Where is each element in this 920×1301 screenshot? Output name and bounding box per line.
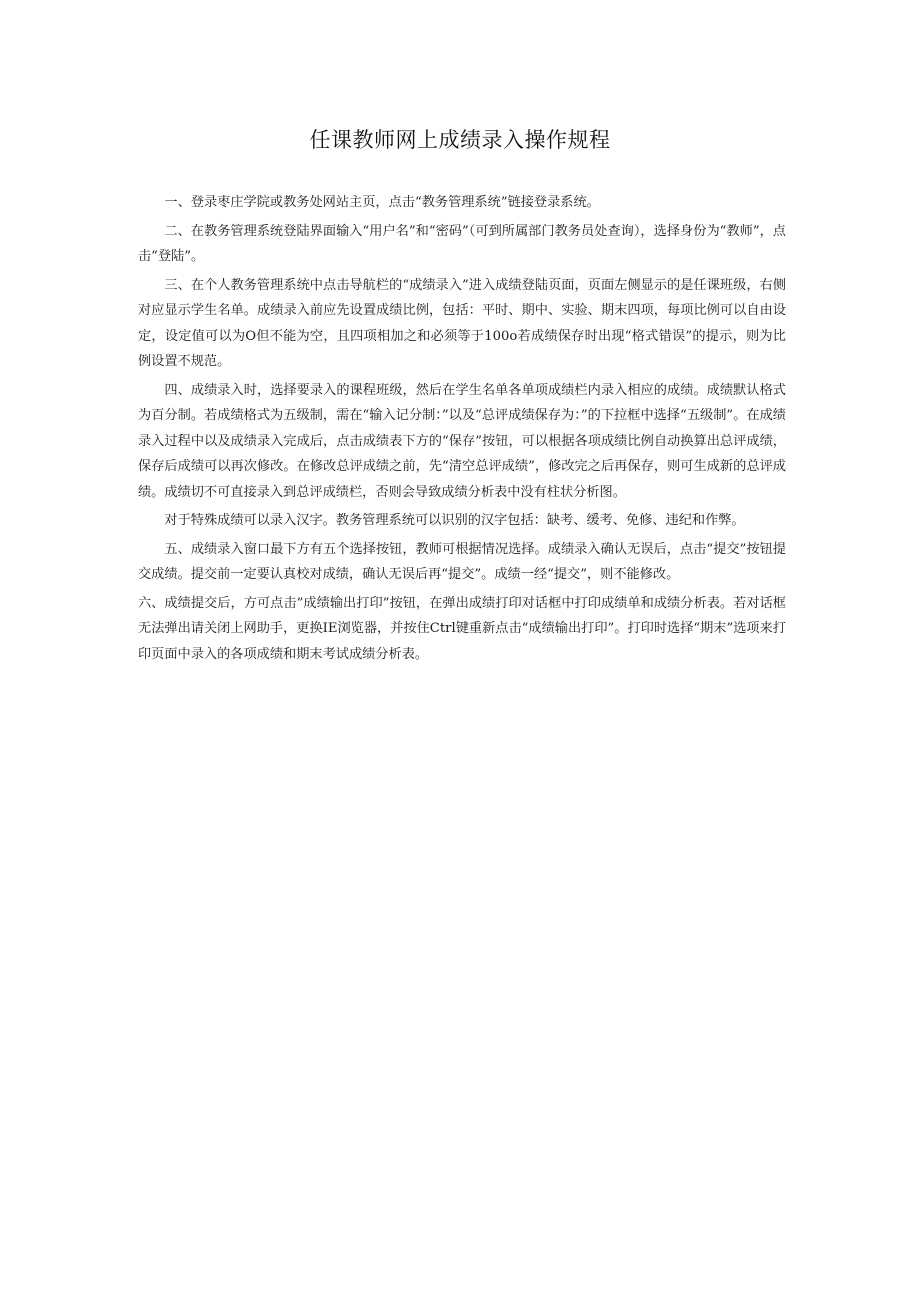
paragraph-step-3: 三、在个人教务管理系统中点击导航栏的“成绩录入”进入成绩登陆页面，页面左侧显示的是任课班级，右侧对应显示学生名单。成绩录入前应先设置成绩比例，包括：平时、期中、实验、期末四项，每项比例可以自由设定，设定值可以为O但不能为空，且四项相加之和必须等于100o若成绩保存时出现“格式错误”的提示，则为比例设置不规范。 <box>138 277 786 369</box>
paragraph-step-5: 五、成绩录入窗口最下方有五个选择按钮，教师可根据情况选择。成绩录入确认无误后，点击“提交”按钮提交成绩。提交前一定要认真校对成绩，确认无误后再“提交”。成绩一经“提交”，则不能修改。 <box>138 541 786 582</box>
paragraph-step-2: 二、在教务管理系统登陆界面输入“用户名”和“密码”（可到所属部门教务员处查询），选择身份为“教师”，点击“登陆”。 <box>138 223 786 264</box>
paragraph-special-scores: 对于特殊成绩可以录入汉字。教务管理系统可以识别的汉字包括：缺考、缓考、免修、违纪和作弊。 <box>164 513 745 528</box>
paragraph-step-6: 六、成绩提交后，方可点击”成绩输出打印”按钮，在弹出成绩打印对话框中打印成绩单和成绩分析表。若对话框无法弹出请关闭上网助手，更换IE浏览器，并按住Ctrl键重新点击“成绩输出打印”。打印时选择“期末”选项来打印页面中录入的各项成绩和期末考试成绩分析表。 <box>138 595 786 662</box>
paragraph-step-4: 四、成绩录入时，选择要录入的课程班级，然后在学生名单各单项成绩栏内录入相应的成绩。成绩默认格式为百分制。若成绩格式为五级制，需在“输入记分制：”以及“总评成绩保存为：”的下拉框中选择“五级制”。在成绩录入过程中以及成绩录入完成后，点击成绩表下方的“保存”按钮，可以根据各项成绩比例自动换算出总评成绩，保存后成绩可以再次修改。在修改总评成绩之前，先“清空总评成绩”，修改完之后再保存，则可生成新的总评成绩。成绩切不可直接录入到总评成绩栏，否则会导致成绩分析表中没有柱状分析图。 <box>138 382 786 500</box>
page-title: 任课教师网上成绩录入操作规程 <box>309 128 611 152</box>
paragraph-step-1: 一、登录枣庄学院或教务处网站主页，点击“教务管理系统”链接登录系统。 <box>164 195 600 210</box>
document-body <box>138 190 786 670</box>
